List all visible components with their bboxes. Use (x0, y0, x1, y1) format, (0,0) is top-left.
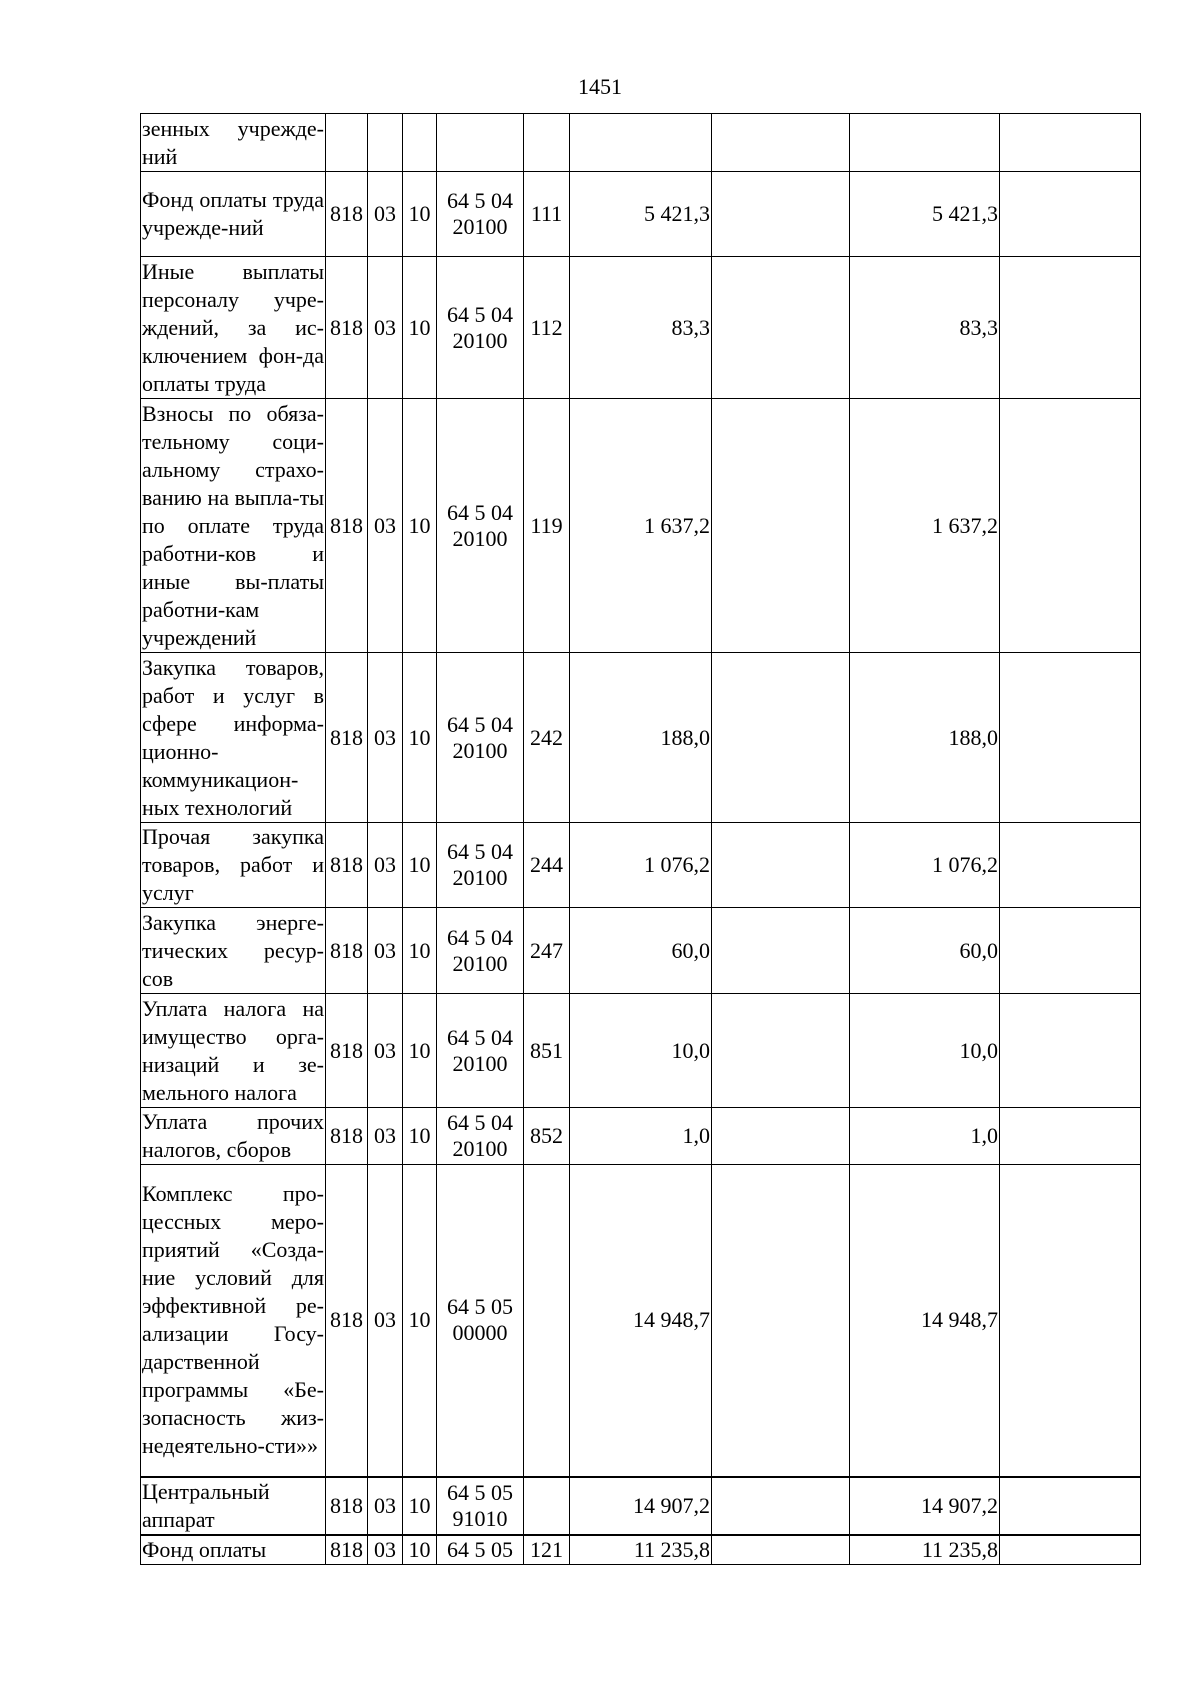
sum-2 (712, 257, 850, 399)
page-number: 1451 (578, 74, 622, 99)
rz-code: 03 (368, 1108, 403, 1165)
csr-code: 64 5 05 91010 (437, 1477, 524, 1535)
sum-4 (1000, 994, 1141, 1108)
sum-4 (1000, 257, 1141, 399)
sum-1: 14 907,2 (570, 1477, 712, 1535)
sum-2 (712, 994, 850, 1108)
vr-code: 111 (524, 172, 570, 257)
sum-3: 83,3 (850, 257, 1000, 399)
sum-4 (1000, 114, 1141, 172)
sum-2 (712, 172, 850, 257)
sum-2 (712, 114, 850, 172)
table-row (141, 1108, 1141, 1165)
sum-2 (712, 653, 850, 823)
sum-1: 188,0 (570, 653, 712, 823)
sum-4 (1000, 1535, 1141, 1565)
csr-code: 64 5 05 00000 (437, 1165, 524, 1477)
row-name: Фонд оплаты (141, 1535, 326, 1565)
row-name: зенных учрежде-ний (141, 114, 326, 172)
sum-1 (570, 114, 712, 172)
row-name: Прочая закупка товаров, работ и услуг (141, 823, 326, 908)
sum-3: 11 235,8 (850, 1535, 1000, 1565)
sum-4 (1000, 1108, 1141, 1165)
sum-4 (1000, 1477, 1141, 1535)
pr-code: 10 (403, 1108, 437, 1165)
ved-code: 818 (326, 257, 368, 399)
row-name: Иные выплаты персоналу учре-ждений, за ис-ключением фон-да оплаты труда (141, 257, 326, 399)
rz-code: 03 (368, 994, 403, 1108)
vr-code: 851 (524, 994, 570, 1108)
csr-code: 64 5 05 (437, 1535, 524, 1565)
sum-2 (712, 823, 850, 908)
vr-code (524, 1477, 570, 1535)
rz-code: 03 (368, 1165, 403, 1477)
sum-1: 10,0 (570, 994, 712, 1108)
ved-code: 818 (326, 908, 368, 994)
ved-code: 818 (326, 1535, 368, 1565)
rz-code: 03 (368, 1477, 403, 1535)
row-name: Взносы по обяза-тельному соци-альному страхо-ванию на выпла-ты по оплате труда работни-ков и иные вы-платы работни-кам учреждений (141, 399, 326, 653)
ved-code: 818 (326, 172, 368, 257)
table-row (141, 653, 1141, 823)
ved-code: 818 (326, 1477, 368, 1535)
rz-code: 03 (368, 257, 403, 399)
vr-code (524, 1165, 570, 1477)
row-name: Закупка товаров, работ и услуг в сфере информа-ционно-коммуникацион-ных технологий (141, 653, 326, 823)
sum-3: 1,0 (850, 1108, 1000, 1165)
pr-code (403, 114, 437, 172)
sum-4 (1000, 172, 1141, 257)
sum-3: 188,0 (850, 653, 1000, 823)
row-name: Уплата налога на имущество орга-низаций и зе-мельного налога (141, 994, 326, 1108)
pr-code: 10 (403, 399, 437, 653)
csr-code: 64 5 04 20100 (437, 1108, 524, 1165)
sum-1: 83,3 (570, 257, 712, 399)
sum-1: 1 076,2 (570, 823, 712, 908)
table-row (141, 908, 1141, 994)
table-row (141, 114, 1141, 172)
row-name: Закупка энерге-тических ресур-сов (141, 908, 326, 994)
vr-code: 247 (524, 908, 570, 994)
sum-1: 11 235,8 (570, 1535, 712, 1565)
sum-3: 1 076,2 (850, 823, 1000, 908)
rz-code: 03 (368, 653, 403, 823)
ved-code: 818 (326, 1165, 368, 1477)
ved-code: 818 (326, 653, 368, 823)
csr-code: 64 5 04 20100 (437, 823, 524, 908)
pr-code: 10 (403, 908, 437, 994)
rz-code: 03 (368, 172, 403, 257)
sum-2 (712, 399, 850, 653)
vr-code: 852 (524, 1108, 570, 1165)
rz-code: 03 (368, 399, 403, 653)
ved-code: 818 (326, 994, 368, 1108)
sum-1: 1,0 (570, 1108, 712, 1165)
vr-code: 119 (524, 399, 570, 653)
csr-code: 64 5 04 20100 (437, 653, 524, 823)
rz-code (368, 114, 403, 172)
row-name: Центральный аппарат (141, 1477, 326, 1535)
sum-2 (712, 1108, 850, 1165)
sum-1: 60,0 (570, 908, 712, 994)
rz-code: 03 (368, 908, 403, 994)
sum-3 (850, 114, 1000, 172)
vr-code: 112 (524, 257, 570, 399)
pr-code: 10 (403, 172, 437, 257)
budget-table (140, 113, 1141, 1565)
sum-3: 14 907,2 (850, 1477, 1000, 1535)
sum-4 (1000, 653, 1141, 823)
csr-code: 64 5 04 20100 (437, 908, 524, 994)
sum-2 (712, 1535, 850, 1565)
sum-4 (1000, 908, 1141, 994)
ved-code: 818 (326, 1108, 368, 1165)
pr-code: 10 (403, 1535, 437, 1565)
vr-code: 242 (524, 653, 570, 823)
sum-2 (712, 908, 850, 994)
csr-code (437, 114, 524, 172)
vr-code (524, 114, 570, 172)
ved-code: 818 (326, 823, 368, 908)
ved-code: 818 (326, 399, 368, 653)
rz-code: 03 (368, 1535, 403, 1565)
csr-code: 64 5 04 20100 (437, 172, 524, 257)
row-name: Фонд оплаты труда учрежде-ний (141, 172, 326, 257)
csr-code: 64 5 04 20100 (437, 399, 524, 653)
table-row (141, 823, 1141, 908)
csr-code: 64 5 04 20100 (437, 257, 524, 399)
row-name: Комплекс про-цессных меро-приятий «Созда-ние условий для эффективной ре-ализации Госу-дарственной программы «Бе-зопасность жиз-недеятельно-сти»» (141, 1165, 326, 1477)
sum-2 (712, 1477, 850, 1535)
vr-code: 244 (524, 823, 570, 908)
sum-1: 14 948,7 (570, 1165, 712, 1477)
sum-4 (1000, 823, 1141, 908)
table-row (141, 399, 1141, 653)
sum-4 (1000, 399, 1141, 653)
sum-3: 1 637,2 (850, 399, 1000, 653)
table-row (141, 1165, 1141, 1477)
pr-code: 10 (403, 1477, 437, 1535)
table-row (141, 172, 1141, 257)
table-row (141, 994, 1141, 1108)
table-row (141, 1477, 1141, 1535)
sum-1: 5 421,3 (570, 172, 712, 257)
pr-code: 10 (403, 1165, 437, 1477)
vr-code: 121 (524, 1535, 570, 1565)
csr-code: 64 5 04 20100 (437, 994, 524, 1108)
sum-3: 60,0 (850, 908, 1000, 994)
table-row (141, 1535, 1141, 1565)
sum-3: 14 948,7 (850, 1165, 1000, 1477)
sum-4 (1000, 1165, 1141, 1477)
ved-code (326, 114, 368, 172)
pr-code: 10 (403, 653, 437, 823)
pr-code: 10 (403, 994, 437, 1108)
sum-3: 5 421,3 (850, 172, 1000, 257)
sum-2 (712, 1165, 850, 1477)
sum-1: 1 637,2 (570, 399, 712, 653)
table-row (141, 257, 1141, 399)
sum-3: 10,0 (850, 994, 1000, 1108)
row-name: Уплата прочих налогов, сборов (141, 1108, 326, 1165)
rz-code: 03 (368, 823, 403, 908)
pr-code: 10 (403, 823, 437, 908)
pr-code: 10 (403, 257, 437, 399)
